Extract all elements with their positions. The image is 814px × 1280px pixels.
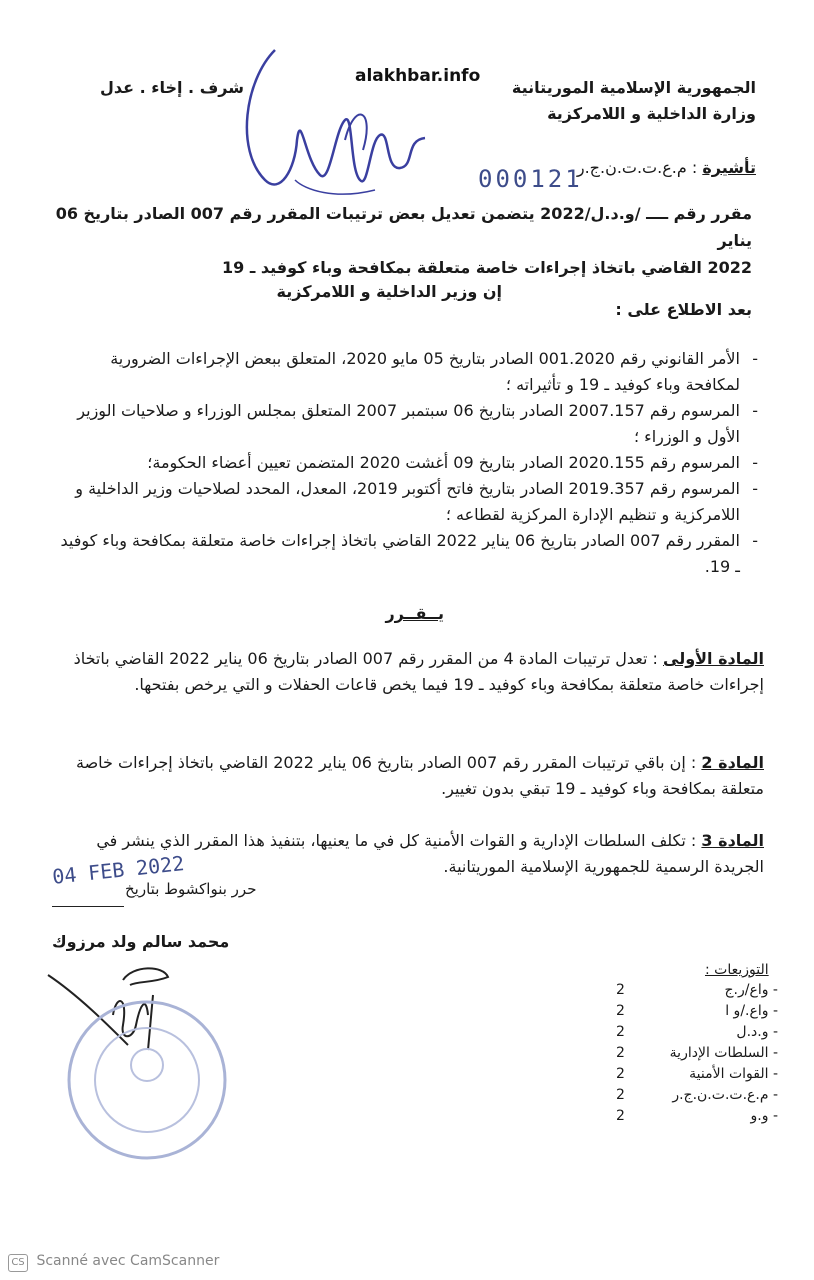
article-label: المادة الأولى bbox=[663, 649, 764, 668]
distribution-count: 2 bbox=[616, 1108, 625, 1124]
decision-title-line2: 2022 القاضي باتخاذ إجراءات خاصة متعلقة بمكافحة وباء كوفيد ـ 19 bbox=[221, 258, 752, 277]
distribution-row bbox=[560, 1108, 778, 1129]
distribution-name: - السلطات الإدارية bbox=[669, 1045, 778, 1061]
decision-title-line1: مقرر رقم ــــ /و.د.ل/2022 يتضمن تعديل بعض ترتيبات المقرر رقم 007 الصادر بتاريخ 06 يناير bbox=[55, 204, 752, 250]
national-motto: شرف . إخاء . عدل bbox=[100, 78, 244, 97]
distribution-count: 2 bbox=[616, 1024, 625, 1040]
visa-value: : م.ع.ت.ت.ن.ج.ر bbox=[576, 158, 698, 177]
having-seen-heading: بعد الاطلاع على : bbox=[615, 300, 752, 319]
distribution-count: 2 bbox=[616, 982, 625, 998]
distribution-label: التوزيعات : bbox=[705, 962, 769, 978]
preamble-item: - المقرر رقم 007 الصادر بتاريخ 06 يناير 2022 القاضي باتخاذ إجراءات خاصة متعلقة بمكافحة وباء كوفيد ـ 19. bbox=[52, 528, 762, 580]
distribution-count: 2 bbox=[616, 1087, 625, 1103]
distribution-row bbox=[560, 1087, 778, 1108]
distribution-row bbox=[560, 1066, 778, 1087]
ministry-name: وزارة الداخلية و اللامركزية bbox=[547, 104, 756, 123]
article-label: المادة 2 bbox=[701, 753, 764, 772]
date-blank-line bbox=[52, 906, 124, 907]
distribution-row bbox=[560, 1024, 778, 1045]
visa-label: تأشيرة bbox=[702, 158, 756, 177]
distribution-row bbox=[560, 1003, 778, 1024]
article-2 bbox=[48, 750, 764, 802]
ministry-seal bbox=[62, 995, 232, 1165]
scanner-text: Scanné avec CamScanner bbox=[36, 1253, 220, 1269]
preamble-item: - الأمر القانوني رقم 001.2020 الصادر بتاريخ 05 مايو 2020، المتعلق ببعض الإجراءات الضرورية لمكافحة وباء كوفيد ـ 19 و تأثيراته ؛ bbox=[52, 346, 762, 398]
decision-title bbox=[52, 200, 752, 281]
preamble-list bbox=[52, 346, 762, 580]
minister-heading: إن وزير الداخلية و اللامركزية bbox=[276, 282, 502, 301]
distribution-count: 2 bbox=[616, 1003, 625, 1019]
republic-name: الجمهورية الإسلامية الموريتانية bbox=[511, 78, 756, 97]
camscanner-icon: CS bbox=[8, 1254, 28, 1272]
distribution-count: 2 bbox=[616, 1045, 625, 1061]
distribution-name: - القوات الأمنية bbox=[689, 1066, 778, 1082]
preamble-item: - المرسوم رقم 2019.357 الصادر بتاريخ فاتح أكتوبر 2019، المعدل، المحدد لصلاحيات وزير الداخلية و اللامركزية و تنظيم الإدارة المركزية لقطاعه ؛ bbox=[52, 476, 762, 528]
distribution-row bbox=[560, 1045, 778, 1066]
distribution-row bbox=[560, 982, 778, 1003]
distribution-name: - واع./و ا bbox=[725, 1003, 778, 1019]
visa-line bbox=[577, 158, 756, 177]
preamble-item: - المرسوم رقم 2007.157 الصادر بتاريخ 06 سبتمبر 2007 المتعلق بمجلس الوزراء و صلاحيات الوزير الأول و الوزراء ؛ bbox=[52, 398, 762, 450]
distribution-name: - و.د.ل bbox=[736, 1024, 778, 1040]
article-text: : تعدل ترتيبات المادة 4 من المقرر رقم 007 الصادر بتاريخ 06 يناير 2022 القاضي باتخاذ إجراءات خاصة متعلقة بمكافحة وباء كوفيد ـ 19 فيما يخص قاعات الحفلات و التي يرخص بفتحها. bbox=[73, 649, 764, 694]
done-at-text: حرر بنواكشوط بتاريخ bbox=[125, 880, 257, 898]
decides-heading: يــقــرر bbox=[385, 604, 444, 623]
distribution-name: - و.و bbox=[750, 1108, 778, 1124]
date-stamp: 04 FEB 2022 bbox=[51, 851, 186, 889]
letterhead bbox=[456, 75, 756, 127]
preamble-item: - المرسوم رقم 2020.155 الصادر بتاريخ 09 أغشت 2020 المتضمن تعيين أعضاء الحكومة؛ bbox=[52, 450, 762, 476]
distribution-list bbox=[560, 982, 778, 1129]
article-label: المادة 3 bbox=[701, 831, 764, 850]
article-text: : إن باقي ترتيبات المقرر رقم 007 الصادر بتاريخ 06 يناير 2022 القاضي باتخاذ إجراءات خاصة متعلقة بمكافحة وباء كوفيد ـ 19 تبقي بدون تغيير. bbox=[76, 753, 764, 798]
article-text: : تكلف السلطات الإدارية و القوات الأمنية كل في ما يعنيها، بتنفيذ هذا المقرر الذي ينشر في الجريدة الرسمية للجمهورية الإسلامية الموريتانية. bbox=[96, 831, 764, 876]
distribution-count: 2 bbox=[616, 1066, 625, 1082]
scanner-footer bbox=[8, 1253, 219, 1272]
site-watermark: alakhbar.info bbox=[355, 66, 481, 86]
minister-name: محمد سالم ولد مرزوك bbox=[52, 932, 230, 951]
article-1 bbox=[48, 646, 764, 698]
registry-number-stamp: 000121 bbox=[478, 165, 583, 193]
distribution-name: - م.ع.ت.ت.ن.ج.ر bbox=[672, 1087, 778, 1103]
distribution-name: - واع/ر.ج bbox=[724, 982, 778, 998]
